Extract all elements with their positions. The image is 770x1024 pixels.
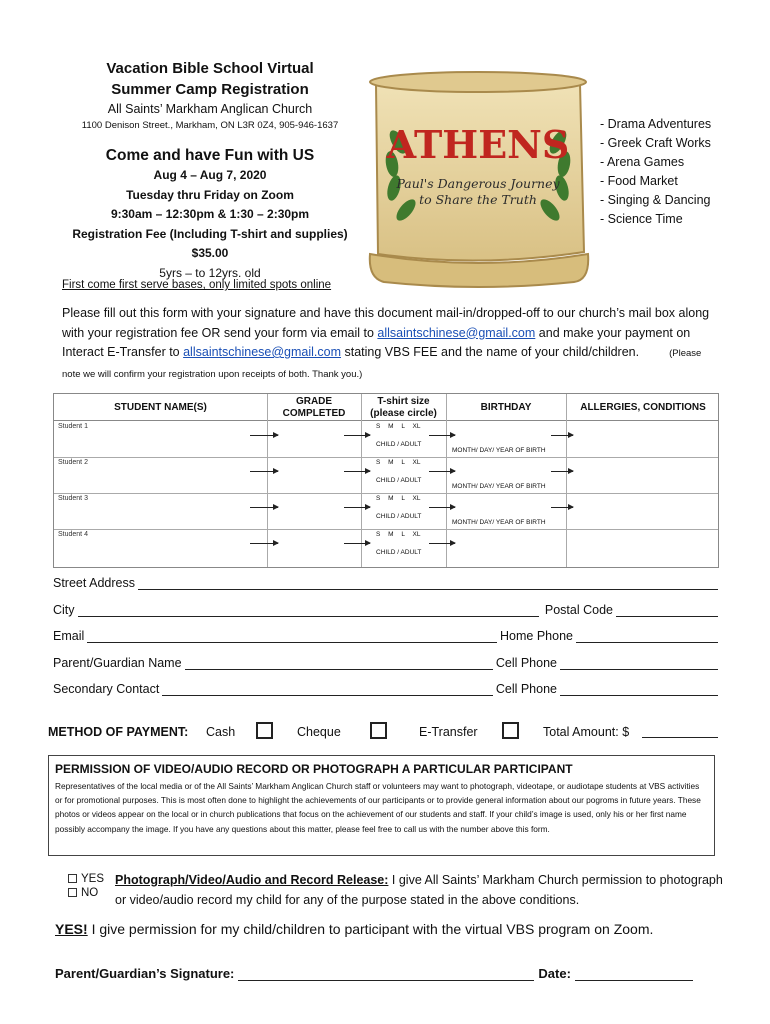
cell-phone-input[interactable]	[560, 658, 718, 670]
date-label: Date:	[538, 966, 571, 981]
table-row[interactable]	[54, 421, 718, 458]
logo-subtitle-1: Paul's Dangerous Journey	[396, 176, 560, 191]
birth-format: MONTH/ DAY/ YEAR OF BIRTH	[452, 483, 546, 490]
secondary-label: Secondary Contact	[53, 682, 160, 696]
instructions	[62, 304, 712, 384]
permission-title: PERMISSION OF VIDEO/AUDIO RECORD OR PHOTOGRAPH A PARTICULAR PARTICIPANT	[55, 762, 573, 776]
home-phone-input[interactable]	[576, 631, 718, 643]
guardian-label: Parent/Guardian Name	[53, 656, 182, 670]
city-postal-field[interactable]	[53, 603, 718, 617]
email-link-2[interactable]: allsaintschinese@gmail.com	[183, 345, 342, 359]
email-phone-field[interactable]	[53, 629, 718, 643]
total-input[interactable]	[642, 737, 718, 738]
logo-subtitle-2: to Share the Truth	[419, 192, 537, 207]
release-title: Photograph/Video/Audio and Record Release:	[115, 873, 389, 887]
event-dates: Aug 4 – Aug 7, 2020	[153, 168, 267, 182]
athens-scroll-logo	[358, 62, 598, 290]
arrow-icon	[250, 435, 278, 436]
child-adult[interactable]: CHILD / ADULT	[376, 441, 422, 448]
birth-format: MONTH/ DAY/ YEAR OF BIRTH	[452, 447, 546, 454]
release-no-option[interactable]	[68, 886, 104, 900]
child-adult[interactable]: CHILD / ADULT	[376, 549, 422, 556]
birth-format: MONTH/ DAY/ YEAR OF BIRTH	[452, 519, 546, 526]
arrow-icon	[429, 471, 455, 472]
fee-label: Registration Fee (Including T-shirt and supplies)	[72, 226, 348, 241]
tshirt-sizes[interactable]: S M L XL	[376, 495, 421, 502]
release-statement	[115, 870, 725, 910]
secondary-input[interactable]	[162, 684, 493, 696]
street-input[interactable]	[138, 578, 718, 590]
payment-method	[48, 722, 728, 744]
cheque-checkbox[interactable]	[370, 722, 387, 739]
street-address-field[interactable]	[53, 576, 718, 590]
total-label: Total Amount: $	[543, 725, 630, 739]
arrow-icon	[344, 435, 370, 436]
header-tshirt: T-shirt size (please circle)	[370, 395, 437, 419]
no-checkbox[interactable]	[68, 888, 77, 897]
fee-amount: $35.00	[191, 246, 229, 260]
arrow-icon	[344, 543, 370, 544]
first-come-note: First come first serve bases, only limited spots online	[62, 279, 332, 291]
activity-item: - Science Time	[600, 212, 683, 226]
consent-yes: YES!	[55, 921, 88, 937]
release-yes-option[interactable]	[68, 872, 104, 886]
city-label: City	[53, 603, 75, 617]
header-student-names: STUDENT NAME(S)	[114, 401, 207, 413]
instructions-part-3: stating VBS FEE and the name of your child/children.	[341, 345, 640, 359]
guardian-field[interactable]	[53, 656, 718, 670]
cell-phone-2-input[interactable]	[560, 684, 718, 696]
tshirt-sizes[interactable]: S M L XL	[376, 531, 421, 538]
age-range: 5yrs – to 12yrs. old	[159, 265, 261, 280]
date-input[interactable]	[575, 968, 693, 981]
arrow-icon	[344, 471, 370, 472]
permission-text: Representatives of the local media or of the All Saints’ Markham Anglican Church staff or volunteers may want to photograph, videotape, or audiotape students at VBS activities or for promotional purposes. This is most often done to highlight the achievements of our participants or to provide general information about our pogroms in future years. These photos or videos appear on the local or in church publications that focus on the achievement of our students and staff. If your child’s image is used, only his or her first name possibly accompany the image. If you have any questions about this matter, please feel free to call us with the number above this form.	[55, 781, 701, 834]
table-row[interactable]	[54, 457, 718, 494]
student-label: Student 3	[58, 495, 88, 502]
arrow-icon	[250, 471, 278, 472]
permission-box	[48, 755, 715, 856]
cell-phone-2-label: Cell Phone	[495, 682, 557, 696]
title-line-2: Summer Camp Registration	[111, 81, 309, 98]
tagline: Come and have Fun with US	[105, 147, 315, 164]
tshirt-sizes[interactable]: S M L XL	[376, 459, 421, 466]
activity-item: - Arena Games	[600, 155, 685, 169]
activity-item: - Greek Craft Works	[600, 136, 711, 150]
confirmation-note: (Please note we will confirm your registration upon receipts of both. Thank you.)	[62, 348, 702, 380]
header-allergies: ALLERGIES, CONDITIONS	[580, 401, 706, 413]
street-label: Street Address	[53, 576, 135, 590]
home-phone-label: Home Phone	[500, 629, 573, 643]
zoom-consent	[55, 921, 653, 937]
city-input[interactable]	[78, 605, 539, 617]
event-times: 9:30am – 12:30pm & 1:30 – 2:30pm	[110, 207, 310, 221]
postal-label: Postal Code	[544, 603, 613, 617]
church-name: All Saints’ Markham Anglican Church	[107, 102, 313, 116]
payment-label: METHOD OF PAYMENT:	[48, 725, 189, 739]
email-label: Email	[53, 629, 85, 643]
tshirt-sizes[interactable]: S M L XL	[376, 423, 421, 430]
event-header	[40, 58, 380, 283]
child-adult[interactable]: CHILD / ADULT	[376, 513, 422, 520]
guardian-input[interactable]	[185, 658, 493, 670]
secondary-contact-field[interactable]	[53, 682, 718, 696]
table-row[interactable]	[54, 493, 718, 530]
event-days: Tuesday thru Friday on Zoom	[126, 187, 294, 202]
activity-item: - Food Market	[600, 174, 678, 188]
student-label: Student 1	[58, 423, 88, 430]
arrow-icon	[344, 507, 370, 508]
release-options	[68, 872, 104, 900]
child-adult[interactable]: CHILD / ADULT	[376, 477, 422, 484]
yes-label: YES	[81, 873, 105, 885]
email-input[interactable]	[87, 631, 497, 643]
table-row[interactable]	[54, 529, 718, 566]
email-link-1[interactable]: allsaintschinese@gmail.com	[377, 325, 536, 340]
postal-input[interactable]	[616, 605, 718, 617]
arrow-icon	[250, 507, 278, 508]
church-address: 1100 Denison Street., Markham, ON L3R 0Z4, 905-946-1637	[81, 120, 339, 131]
arrow-icon	[551, 507, 573, 508]
arrow-icon	[429, 543, 455, 544]
cell-phone-label: Cell Phone	[495, 656, 557, 670]
release-text: I give All Saints’ Markham Church permission to photograph or video/audio record my child for any of the purpose stated in the above conditions.	[115, 873, 723, 907]
instructions-part-2: and make your payment on Interact E-Transfer to	[62, 325, 691, 359]
cash-label: Cash	[206, 725, 236, 739]
student-label: Student 4	[58, 531, 88, 538]
activity-item: - Singing & Dancing	[600, 193, 711, 207]
arrow-icon	[551, 471, 573, 472]
cheque-label: Cheque	[297, 725, 341, 739]
activity-item: - Drama Adventures	[600, 117, 712, 131]
signature-label: Parent/Guardian’s Signature:	[55, 966, 235, 981]
arrow-icon	[429, 435, 455, 436]
cash-checkbox[interactable]	[256, 722, 273, 739]
arrow-icon	[429, 507, 455, 508]
title-line-1: Vacation Bible School Virtual	[106, 60, 314, 77]
consent-text: I give permission for my child/children to participant with the virtual VBS program on Zoom.	[87, 921, 654, 937]
student-table	[53, 393, 719, 568]
table-header	[54, 394, 718, 421]
yes-checkbox[interactable]	[68, 874, 77, 883]
etransfer-checkbox[interactable]	[502, 722, 519, 739]
signature-input[interactable]	[238, 968, 534, 981]
arrow-icon	[250, 543, 278, 544]
student-label: Student 2	[58, 459, 88, 466]
arrow-icon	[551, 435, 573, 436]
etransfer-label: E-Transfer	[419, 725, 478, 739]
instructions-part-1: Please fill out this form with your signature and have this document mail-in/dropped-off to our church’s mail box along with your registration fee OR send your form via email to	[62, 306, 710, 340]
no-label: NO	[81, 887, 99, 899]
logo-title: ATHENS	[386, 122, 570, 167]
activity-list	[600, 115, 711, 229]
signature-row	[55, 966, 715, 981]
header-grade: GRADE COMPLETED	[282, 395, 346, 419]
header-birthday: BIRTHDAY	[480, 401, 532, 413]
